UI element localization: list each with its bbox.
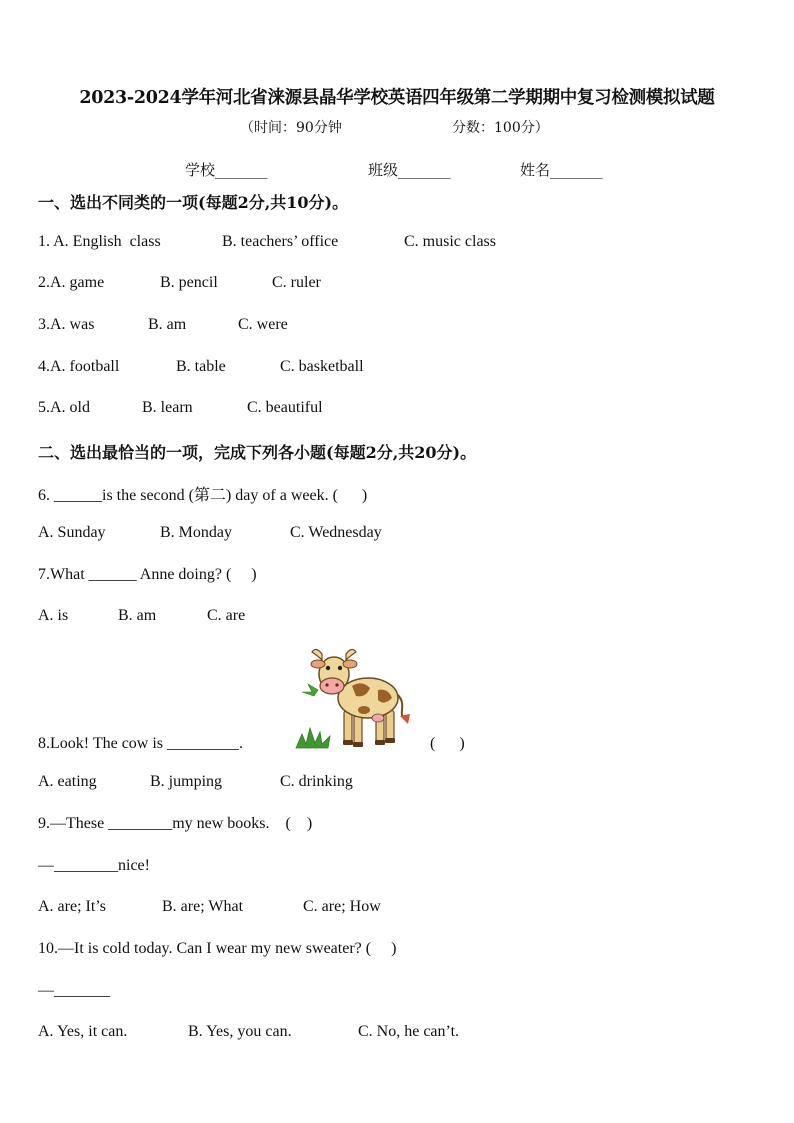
option-b: B. Yes, you can. bbox=[188, 1023, 292, 1040]
cow-illustration bbox=[282, 644, 422, 750]
question-7-stem: 7.What ______ Anne doing? ( ) bbox=[38, 566, 257, 583]
question-10-reply: —_______ bbox=[38, 982, 110, 999]
option-b: B. pencil bbox=[160, 274, 218, 291]
option-c: C. beautiful bbox=[247, 399, 323, 416]
exam-title: 2023-2024学年河北省涞源县晶华学校英语四年级第二学期期中复习检测模拟试题 bbox=[79, 88, 715, 108]
question-8-answer-paren: ( ) bbox=[430, 735, 465, 752]
option-c: C. ruler bbox=[272, 274, 321, 291]
name-field: 姓名_______ bbox=[520, 161, 603, 179]
question-6-stem: 6. ______is the second (第二) day of a week. ( ) bbox=[38, 487, 368, 504]
option-a: 3.A. was bbox=[38, 316, 95, 333]
option-b: B. Monday bbox=[160, 524, 232, 541]
option-b: B. am bbox=[118, 607, 157, 624]
exam-score: 分数：100分） bbox=[452, 120, 549, 136]
option-b: B. jumping bbox=[150, 773, 223, 790]
question-10-stem: 10.—It is cold today. Can I wear my new sweater? ( ) bbox=[38, 940, 397, 957]
option-c: C. Wednesday bbox=[290, 524, 382, 541]
question-1 bbox=[38, 233, 496, 255]
exam-time: （时间：90分钟 bbox=[240, 120, 342, 136]
question-6-options bbox=[38, 524, 382, 546]
option-a: A. Sunday bbox=[38, 524, 106, 541]
option-a: A. eating bbox=[38, 773, 97, 790]
option-c: C. No, he can’t. bbox=[358, 1023, 460, 1040]
question-3 bbox=[38, 316, 288, 338]
option-a: A. are; It’s bbox=[38, 898, 106, 915]
option-b: B. table bbox=[176, 358, 226, 375]
question-2 bbox=[38, 274, 321, 296]
option-a: 4.A. football bbox=[38, 358, 120, 375]
question-5 bbox=[38, 399, 323, 421]
option-c: C. are; How bbox=[303, 898, 381, 915]
option-b: B. teachers’ office bbox=[222, 233, 339, 250]
option-c: C. drinking bbox=[280, 773, 353, 790]
option-b: B. learn bbox=[142, 399, 193, 416]
school-field: 学校_______ bbox=[185, 161, 268, 179]
option-c: C. were bbox=[238, 316, 288, 333]
option-c: C. music class bbox=[404, 233, 496, 250]
option-a: 5.A. old bbox=[38, 399, 90, 416]
question-4 bbox=[38, 358, 364, 380]
section-1-heading: 一、选出不同类的一项(每题2分,共10分)。 bbox=[38, 193, 349, 212]
option-a: A. Yes, it can. bbox=[38, 1023, 128, 1040]
question-10-options bbox=[38, 1023, 460, 1045]
question-9-stem: 9.—These ________my new books. ( ) bbox=[38, 815, 313, 832]
option-c: C. are bbox=[207, 607, 246, 624]
option-b: B. are; What bbox=[162, 898, 244, 915]
question-9-reply: —________nice! bbox=[38, 857, 150, 874]
section-2-heading: 二、选出最恰当的一项，完成下列各小题(每题2分,共20分)。 bbox=[38, 443, 477, 462]
class-field: 班级_______ bbox=[368, 161, 451, 179]
option-c: C. basketball bbox=[280, 358, 364, 375]
question-7-options bbox=[38, 607, 246, 629]
option-b: B. am bbox=[148, 316, 187, 333]
option-a: A. is bbox=[38, 607, 69, 624]
option-a: 1. A. English class bbox=[38, 233, 161, 250]
question-8-stem: 8.Look! The cow is _________. bbox=[38, 735, 244, 752]
question-8-options bbox=[38, 773, 353, 795]
question-9-options bbox=[38, 898, 381, 920]
option-a: 2.A. game bbox=[38, 274, 105, 291]
